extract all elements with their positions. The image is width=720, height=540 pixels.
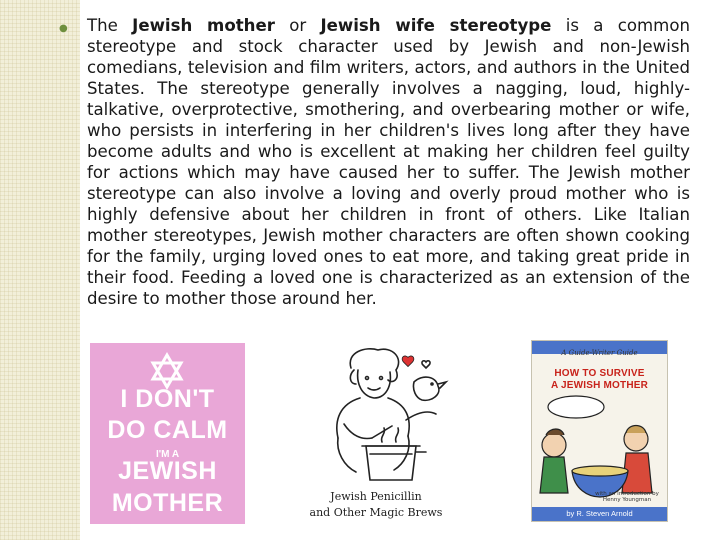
poster-line-5: MOTHER bbox=[111, 489, 224, 517]
poster-line-2: DO CALM bbox=[107, 416, 228, 444]
book-title-line-2: A JEWISH MOTHER bbox=[550, 380, 649, 391]
slide-body-text bbox=[87, 15, 690, 309]
keep-calm-poster-image bbox=[90, 343, 245, 524]
book-intro-credit: with an Introduction by Henny Youngman bbox=[595, 491, 659, 503]
text-segment: is a common stereotype and stock character used by Jewish and non-Jewish comedians, television and film writers, actors, and authors in the United States. The stereotype generally involves a nagging, loud, highly-talkative, overprotective, smothering, and overbearing mother or wife, who persists in interfering in her children's lives long after they have become adults and who is excellent at making her children feel guilty for actions which may have caused her to suffer. The Jewish mother stereotype can also involve a loving and overly proud mother who is highly defensive about her children in front of others. Like Italian mother stereotypes, Jewish mother characters are often shown cooking for the family, urging loved ones to eat more, and taking great pride in their food. Feeding a loved one is characterized as an extension of the desire to mother those around her. bbox=[87, 16, 690, 308]
bullet-icon: ● bbox=[59, 23, 68, 34]
book-publisher: A Guide-Writer Guide bbox=[561, 349, 638, 357]
mother-cooking-drawing bbox=[296, 340, 456, 490]
drawing-caption-line-1: Jewish Penicillin bbox=[330, 490, 422, 503]
drawing-caption-line-2: and Other Magic Brews bbox=[309, 506, 443, 519]
term-jewish-mother: Jewish mother bbox=[132, 16, 275, 35]
text-segment: The bbox=[87, 16, 133, 35]
book-author: by R. Steven Arnold bbox=[532, 507, 667, 521]
book-cover-illustration bbox=[532, 393, 667, 503]
poster-line-1: I DON'T bbox=[120, 385, 215, 413]
text-segment: or bbox=[274, 16, 321, 35]
decorative-left-strip bbox=[0, 0, 80, 540]
book-title-line-1: HOW TO SURVIVE bbox=[554, 368, 645, 379]
poster-line-4: JEWISH bbox=[118, 457, 217, 485]
term-jewish-wife-stereotype: Jewish wife stereotype bbox=[320, 16, 552, 35]
book-cover-image bbox=[531, 340, 668, 522]
poster-line-3: I'M A bbox=[155, 449, 180, 460]
